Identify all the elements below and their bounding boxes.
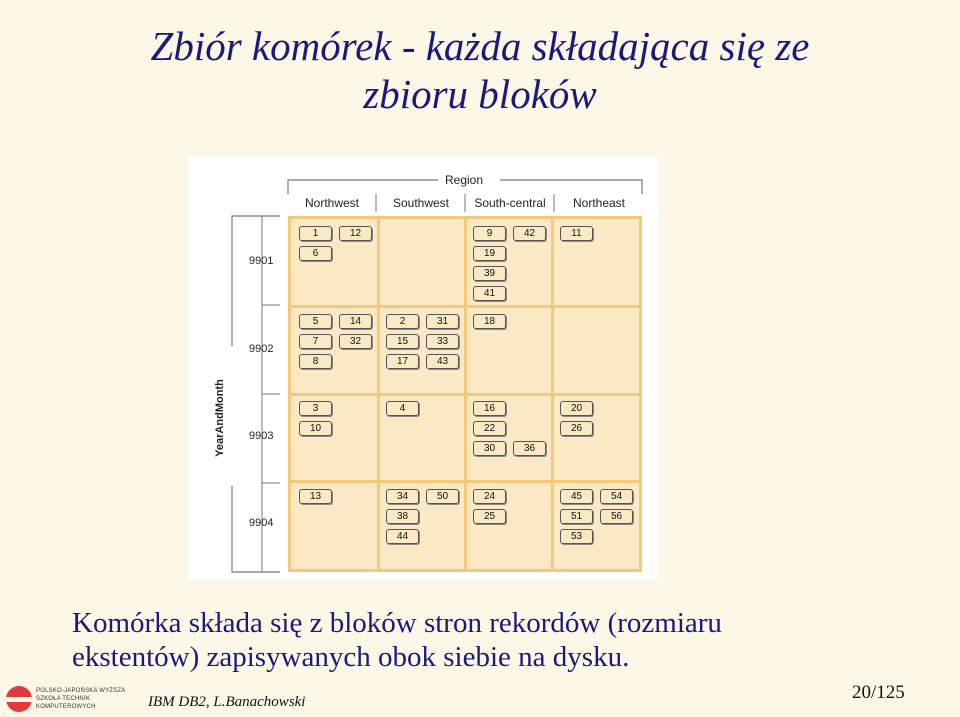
caption [72, 606, 932, 674]
page-number: 20/125 [852, 682, 905, 703]
block-54: 54 [600, 489, 633, 504]
slide-title-line-2: zbioru bloków [363, 71, 597, 117]
caption-line-2: ekstentów) zapisywanych obok siebie na dysku. [72, 641, 630, 673]
school-logo [6, 684, 131, 714]
block-24: 24 [473, 489, 506, 504]
block-8: 8 [299, 354, 332, 369]
column-label-south-central: South-central [474, 196, 546, 210]
axis-label-yearandmonth: YearAndMonth [214, 379, 226, 457]
block-56: 56 [600, 509, 633, 524]
block-26: 26 [560, 421, 593, 436]
block-53: 53 [560, 529, 593, 544]
block-25: 25 [473, 509, 506, 524]
column-label-northwest: Northwest [304, 196, 360, 210]
block-41: 41 [473, 286, 506, 301]
block-19: 19 [473, 246, 506, 261]
block-17: 17 [386, 354, 419, 369]
block-14: 14 [339, 314, 372, 329]
block-30: 30 [473, 441, 506, 456]
block-38: 38 [386, 509, 419, 524]
block-34: 34 [386, 489, 419, 504]
block-7: 7 [299, 334, 332, 349]
slide-title [0, 22, 960, 118]
block-11: 11 [560, 226, 593, 241]
block-42: 42 [513, 226, 546, 241]
grid-divider-horizontal [291, 480, 639, 483]
block-22: 22 [473, 421, 506, 436]
block-45: 45 [560, 489, 593, 504]
cell-grid [288, 216, 642, 572]
block-20: 20 [560, 401, 593, 416]
block-32: 32 [339, 334, 372, 349]
block-5: 5 [299, 314, 332, 329]
block-50: 50 [426, 489, 459, 504]
cell-block-diagram [188, 156, 658, 580]
block-31: 31 [426, 314, 459, 329]
school-emblem-icon [6, 686, 32, 712]
block-3: 3 [299, 401, 332, 416]
block-9: 9 [473, 226, 506, 241]
caption-line-1: Komórka składa się z bloków stron rekordów (rozmiaru [72, 607, 722, 639]
footer-author: IBM DB2, L.Banachowski [148, 694, 306, 710]
row-label-9901: 9901 [249, 255, 274, 267]
block-16: 16 [473, 401, 506, 416]
block-6: 6 [299, 246, 332, 261]
grid-divider-horizontal [291, 393, 639, 396]
block-2: 2 [386, 314, 419, 329]
region-label: Region [445, 173, 484, 187]
grid-divider-horizontal [291, 305, 639, 308]
block-12: 12 [339, 226, 372, 241]
block-36: 36 [513, 441, 546, 456]
block-33: 33 [426, 334, 459, 349]
block-15: 15 [386, 334, 419, 349]
row-label-9903: 9903 [249, 430, 274, 442]
slide-title-line-1: Zbiór komórek - każda składająca się ze [150, 23, 810, 69]
block-4: 4 [386, 401, 419, 416]
column-label-northeast: Northeast [572, 196, 626, 210]
school-logo-line-1: POLSKO-JAPOŃSKA WYŻSZA [36, 688, 126, 694]
block-1: 1 [299, 226, 332, 241]
row-label-9904: 9904 [249, 517, 274, 529]
column-label-southwest: Southwest [392, 196, 450, 210]
row-label-9902: 9902 [249, 343, 274, 355]
block-44: 44 [386, 529, 419, 544]
school-logo-text [36, 687, 131, 711]
block-18: 18 [473, 314, 506, 329]
block-13: 13 [299, 489, 332, 504]
school-logo-line-2: SZKOŁA TECHNIK KOMPUTEROWYCH [36, 696, 96, 710]
block-43: 43 [426, 354, 459, 369]
block-51: 51 [560, 509, 593, 524]
block-39: 39 [473, 266, 506, 281]
block-10: 10 [299, 421, 332, 436]
